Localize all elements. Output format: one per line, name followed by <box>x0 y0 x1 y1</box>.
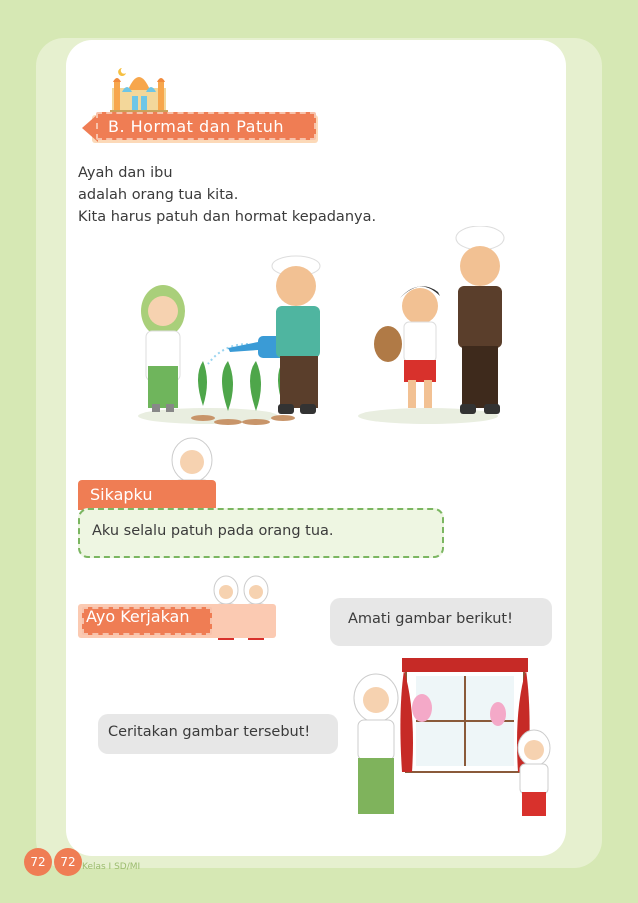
mosque-icon <box>108 62 170 114</box>
page-number: 72 <box>54 848 82 876</box>
intro-line: Kita harus patuh dan hormat kepadanya. <box>78 209 377 225</box>
sikapku-box <box>78 508 444 558</box>
sikapku-text: Aku selalu patuh pada orang tua. <box>92 523 334 539</box>
footer-text: Kelas I SD/MI <box>82 862 141 872</box>
task-text: Ceritakan gambar tersebut! <box>108 724 311 740</box>
intro-line: adalah orang tua kita. <box>78 187 239 203</box>
intro-text <box>78 162 438 228</box>
task-bubble <box>98 714 338 754</box>
sikapku-title: Sikapku <box>90 485 153 504</box>
cleaning-illustration <box>346 656 558 818</box>
family-illustration <box>128 226 528 436</box>
sikapku-label <box>78 480 216 510</box>
instruction-bubble <box>330 598 552 646</box>
instruction-text: Amati gambar berikut! <box>348 611 513 627</box>
page-number: 72 <box>24 848 52 876</box>
intro-line: Ayah dan ibu <box>78 165 173 181</box>
section-title-banner <box>78 112 318 144</box>
ayo-kerjakan-title: Ayo Kerjakan <box>86 607 190 626</box>
section-title: B. Hormat dan Patuh <box>108 117 284 136</box>
ayo-kerjakan-label <box>78 604 276 638</box>
